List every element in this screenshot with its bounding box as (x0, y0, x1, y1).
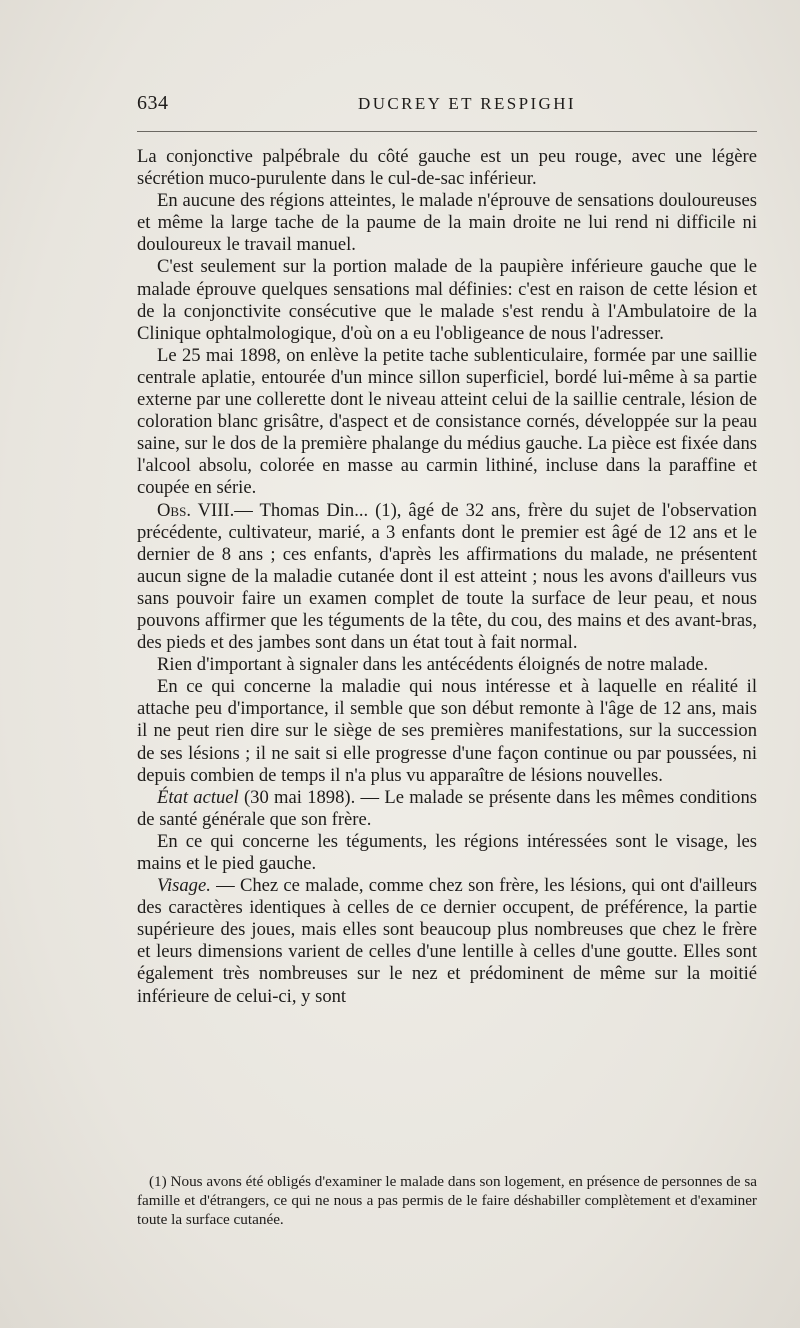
paragraph-sensations: En aucune des régions atteintes, le malade n'éprouve de sensations douloureuses et même la large tache de la paume de la main droite ne lui rend ni difficile ni douloureux le travail manuel. (137, 190, 757, 256)
page-header (137, 92, 757, 122)
observation-label: Obs. VIII. (157, 499, 235, 521)
page-number: 634 (137, 92, 169, 114)
body-text (137, 146, 757, 1008)
footnote (137, 1172, 757, 1229)
paragraph-current-state (137, 787, 757, 831)
current-state-text: (30 mai 1898). — Le malade se présente dans les mêmes conditions de santé générale que son frère. (137, 786, 757, 830)
footnote-text: (1) Nous avons été obligés d'examiner le malade dans son logement, en présence de personnes de sa famille et d'étrangers, ce qui ne nous a pas permis de le faire déshabiller complètement et d'examiner toute la surface cutanée. (137, 1173, 757, 1228)
observation-text: — Thomas Din... (1), âgé de 32 ans, frère du sujet de l'observation précédente, cultivateur, marié, a 3 enfants dont le premier est âgé de 12 ans et le dernier de 8 ans ; ces enfants, d'après les affirmations du malade, ne présentent aucun signe de la maladie cutanée dont il est atteint ; nous les avons d'ailleurs vus sans pouvoir faire un examen complet de toute la surface de leur peau, et nous pouvons affirmer que les téguments de la tête, du cou, des mains et des avant-bras, des pieds et des jambes sont dans un état tout à fait normal. (137, 499, 757, 654)
paragraph-face (137, 875, 757, 1008)
paragraph-teguments: En ce qui concerne les téguments, les régions intéressées sont le visage, les mains et le pied gauche. (137, 830, 757, 874)
paragraph-eyelid: C'est seulement sur la portion malade de la paupière inférieure gauche que le malade éprouve quelques sensations mal définies: c'est en raison de cette lésion et de la conjonctivite consécutive que le malade s'est rendu à l'Ambulatoire de la Clinique ophtalmologique, d'où on a eu l'obligeance de nous l'adresser. (137, 256, 757, 344)
paragraph-disease-onset: En ce qui concerne la maladie qui nous intéresse et à laquelle en réalité il attache peu d'importance, il semble que son début remonte à l'âge de 12 ans, mais il ne peut rien dire sur le siège de ses premières manifestations, sur la succession de ses lésions ; il ne sait si elle progresse d'une façon continue ou par poussées, ni depuis combien de temps il n'a plus vu apparaître de lésions nouvelles. (137, 676, 757, 786)
paragraph-observation-8 (137, 500, 757, 655)
paragraph-conjunctiva: La conjonctive palpébrale du côté gauche est un peu rouge, avec une légère sécrétion muco-purulente dans le cul-de-sac inférieur. (137, 146, 757, 190)
current-state-label: État actuel (157, 786, 239, 808)
running-title: DUCREY ET RESPIGHI (358, 94, 576, 113)
face-label: Visage. (157, 875, 211, 897)
paragraph-excision: Le 25 mai 1898, on enlève la petite tache sublenticulaire, formée par une saillie centrale aplatie, entourée d'un mince sillon superficiel, bordé lui-même à sa partie externe par une collerette dont le niveau atteint celui de la saillie centrale, lésion de coloration blanc grisâtre, d'aspect et de consistance cornés, développée sur la peau saine, sur le dos de la première phalange du médius gauche. La pièce est fixée dans l'alcool absolu, colorée en masse au carmin lithiné, incluse dans la paraffine et coupée en série. (137, 344, 757, 499)
paragraph-antecedents: Rien d'important à signaler dans les antécédents éloignés de notre malade. (157, 654, 709, 676)
face-text: — Chez ce malade, comme chez son frère, les lésions, qui ont d'ailleurs des caractères identiques à celles de ce dernier occupent, de préférence, la partie supérieure des joues, mais elles sont beaucoup plus nombreuses que chez le frère et leurs dimensions varient de celles d'une lentille à celles d'une goutte. Elles sont également très nombreuses sur le nez et prédominent de même sur la moitié inférieure de celui-ci, y sont (137, 875, 757, 1007)
header-rule (137, 131, 757, 132)
